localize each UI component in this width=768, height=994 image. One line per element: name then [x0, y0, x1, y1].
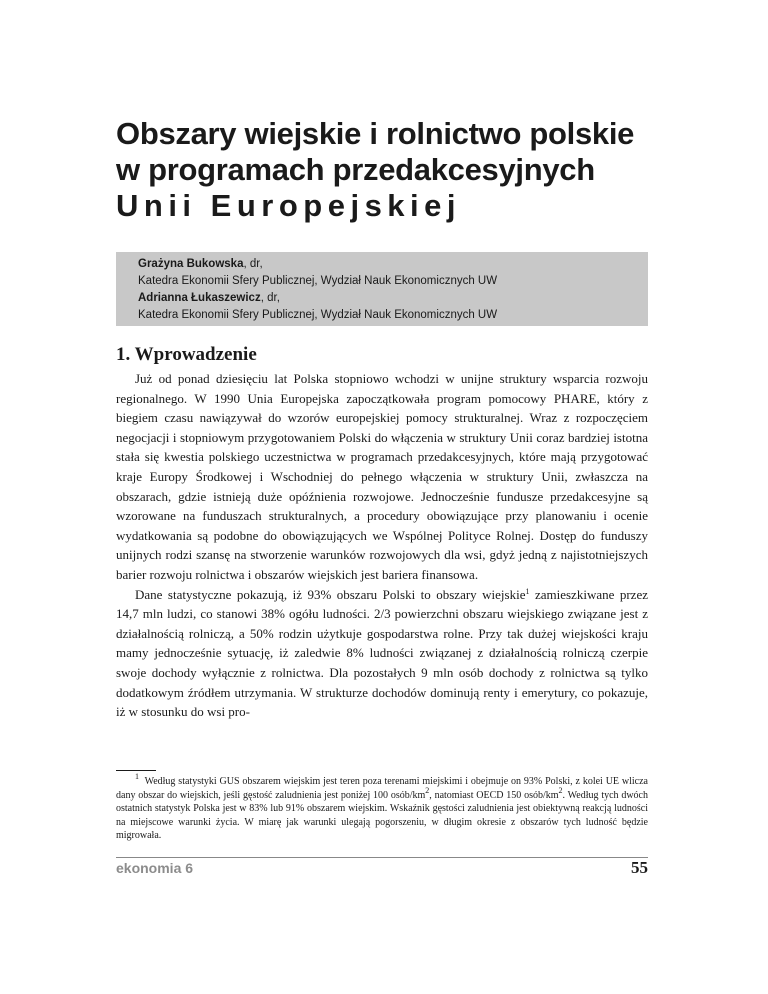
- footnote-sup: 2: [558, 785, 563, 795]
- journal-name: ekonomia 6: [116, 860, 194, 876]
- title-line-1: Obszary wiejskie i rolnictwo polskie: [116, 116, 635, 151]
- paragraph-2-text-a: Dane statystyczne pokazują, iż 93% obszaru Polski to obszary wiejskie: [135, 586, 526, 602]
- paragraph-2-text-b: zamieszkiwane przez 14,7 mln ludzi, co stanowi 38% ogółu ludności.: [116, 586, 648, 622]
- paragraph-1: Już od ponad dziesięciu lat Polska stopniowo wchodzi w unijne struktury wsparcia rozwoju regionalnego. W 1990 Unia Europejska zapoczątkowała program pomocowy PHARE, który z biegiem czasu nawiązywał do wzorów europejskiej pomocy strukturalnej. Wraz z rozpoczęciem negocjacji i stopniowym przygotowaniem Polski do włączenia w struktury Unii coraz bardziej istotna stała się kwestia polskiego uczestnictwa w programach przedakcesyjnych, które mają przygotować kraje Europy Środkowej i Wschodniej do pełnego włączenia w struktury Unii, zwłaszcza na obszarach, gdzie istnieją duże opóźnienia rozwojowe. Jednocześnie fundusze przedakcesyjne są wzorowane na funduszach strukturalnych, a procedury obowiązujące przy planowaniu i ocenie wydatkowania są podobne do obowiązujących we Wspólnej Polityce Rolnej. Dostęp do funduszy unijnych rodzi szansę na stworzenie warunków rozwojowych dla wsi, gdyż jedną z najistotniejszych barier rozwoju rolnictwa i obszarów wiejskich jest bariera finansowa.: [116, 371, 648, 582]
- article-title: [116, 116, 736, 224]
- footnote-divider: [116, 770, 156, 771]
- footnote-ref: 1: [525, 586, 530, 596]
- author-degree: , dr,: [260, 292, 280, 304]
- author-name: Adrianna Łukaszewicz: [138, 292, 261, 304]
- title-line-2: w programach przedakcesyjnych: [116, 152, 595, 187]
- author-box: [116, 252, 648, 326]
- title-line-3: Unii Europejskiej: [116, 188, 462, 223]
- paragraph-2: [116, 585, 648, 722]
- footnote: [116, 772, 648, 843]
- body-text: [116, 369, 648, 722]
- footnote-text-b: , natomiast OECD 150 osób/km: [429, 789, 559, 801]
- fraction: 2/3: [373, 606, 391, 622]
- author-name: Grażyna Bukowska: [138, 258, 244, 270]
- footnote-text-a: Według statystyki GUS obszarem wiejskim jest teren poza terenami miejskimi i obejmuje on 93% Polski, z kolei UE wlicza dany obszar do wiejskich, jeśli gęstość zaludnienia jest poniżej 100 osób/km: [116, 776, 648, 801]
- footer-divider: [116, 857, 648, 858]
- footnote-text-c: . Według tych dwóch ostatnich statystyk Polska jest w 83% lub 91% obszarem wiejskim. Wskaźnik gęstości zaludnienia jest obiektywną reakcją ludności na miejscowe warunki życia. W miarę jak warunki ulegają pogorszeniu, w długim okresie z obszarów tych ludność będzie migrowała.: [116, 789, 648, 841]
- author-line: [138, 290, 648, 307]
- paragraph-2-text-c: powierzchni obszaru wiejskiego związane jest z działalnością rolniczą, a 50% rodzin użytkuje gospodarstwa rolne. Przy tak dużej wiejskości kraju mamy jednocześnie sytuację, iż zaledwie 8% ludności związanej z działalnością rolniczą czerpie swoje dochody wyłącznie z rolnictwa. Dla pozostałych 9 mln osób dochody z rolnictwa są tylko dodatkowym źródłem utrzymania. W strukturze dochodów dominują renty i emerytury, co pokazuje, iż w stosunku do wsi pro-: [116, 606, 648, 720]
- footnote-sup: 2: [425, 785, 430, 795]
- section-heading: 1. Wprowadzenie: [116, 344, 257, 365]
- page-number: 55: [631, 858, 648, 877]
- author-affiliation: Katedra Ekonomii Sfery Publicznej, Wydział Nauk Ekonomicznych UW: [138, 275, 498, 287]
- footnote-marker: 1: [135, 772, 139, 781]
- author-line: [138, 256, 648, 273]
- author-affiliation: Katedra Ekonomii Sfery Publicznej, Wydział Nauk Ekonomicznych UW: [138, 309, 498, 321]
- author-degree: , dr,: [243, 258, 263, 270]
